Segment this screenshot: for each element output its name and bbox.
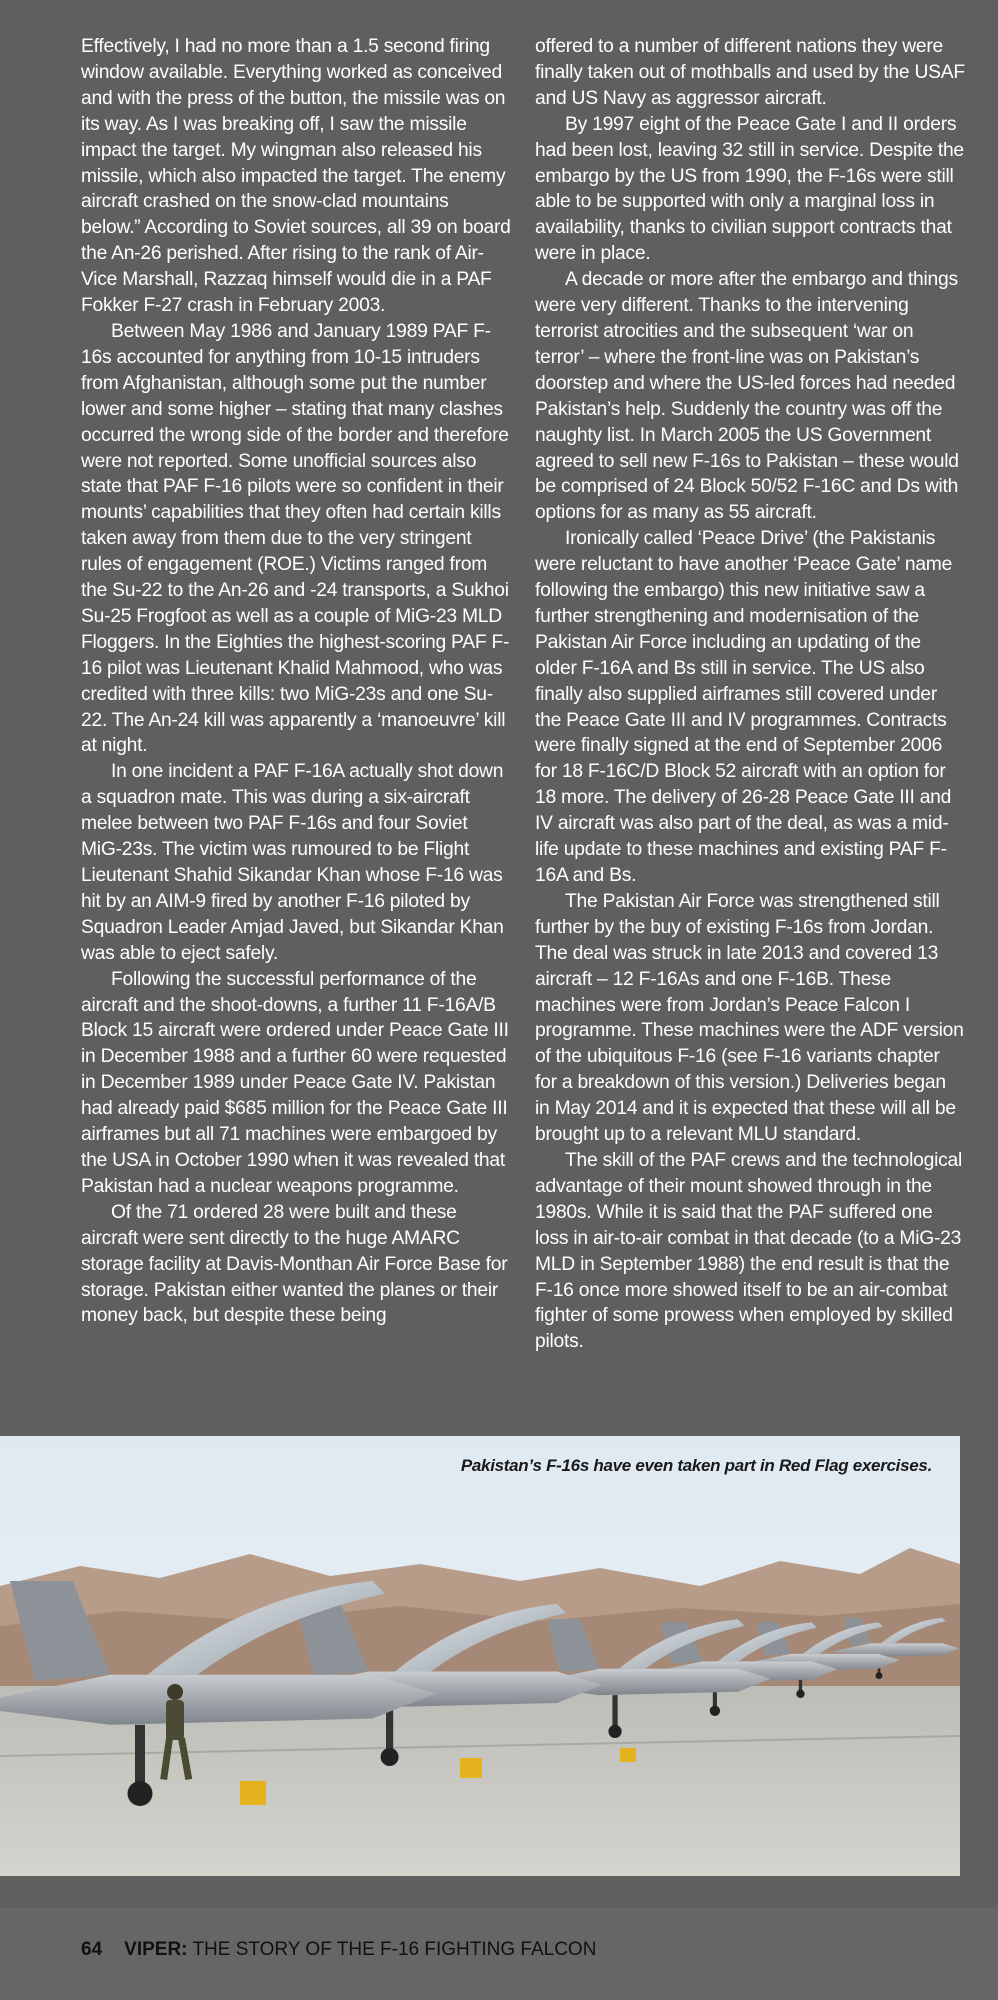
book-title: VIPER: xyxy=(124,1939,188,1960)
yellow-chock xyxy=(620,1748,636,1762)
f16-flightline-photo xyxy=(0,1436,960,1876)
paragraph: offered to a number of different nations they were finally taken out of mothballs and used by the USAF and US Navy as aggressor aircraft. xyxy=(535,36,965,109)
page-number: 64 xyxy=(81,1939,103,1960)
paragraph: By 1997 eight of the Peace Gate I and II orders had been lost, leaving 32 still in service. Despite the embargo by the US from 1990, the F-16s were still able to be supported with only a marginal loss in availability, thanks to civilian support contracts that were in place. xyxy=(535,113,964,265)
photo-caption: Pakistan’s F-16s have even taken part in Red Flag exercises. xyxy=(460,1456,932,1475)
paragraph: Between May 1986 and January 1989 PAF F-16s accounted for anything from 10-15 intruders from Afghanistan, although some put the number lower and some higher – stating that many clashes occurred the wrong side of the border and therefore were not reported. Some unofficial sources also state that PAF F-16 pilots were so confident in their mounts’ capabilities that they often had certain kills taken away from them due to the very stringent rules of engagement (ROE.) Victims ranged from the Su-22 to the An-26 and -24 transports, a Sukhoi Su-25 Frogfoot as well as a couple of MiG-23 MLD Floggers. In the Eighties the highest-scoring PAF F-16 pilot was Lieutenant Khalid Mahmood, who was credited with three kills: two MiG-23s and one Su-22. The An-24 kill was apparently a ‘manoeuvre’ kill at night. xyxy=(81,320,510,757)
paragraph: Ironically called ‘Peace Drive’ (the Pakistanis were reluctant to have another ‘Peace Gate’ name following the embargo) this new initiative saw a further strengthening and modernisation of the Pakistan Air Force including an updating of the older F-16A and Bs still in service. The US also finally also supplied airframes still covered under the Peace Gate III and IV programmes. Contracts were finally signed at the end of September 2006 for 18 F-16C/D Block 52 aircraft with an option for 18 more. The delivery of 26-28 Peace Gate III and IV aircraft was also part of the deal, as was a mid-life update to these machines and existing PAF F-16A and Bs. xyxy=(535,528,953,886)
right-text-column xyxy=(535,34,965,1355)
left-text-column xyxy=(81,34,511,1329)
yellow-chock xyxy=(240,1781,266,1805)
paragraph: Following the successful performance of the aircraft and the shoot-downs, a further 11 F-16A/B Block 15 aircraft were ordered under Peace Gate III in December 1988 and a further 60 were requested in December 1989 under Peace Gate IV. Pakistan had already paid $685 million for the Peace Gate III airframes but all 71 machines were embargoed by the USA in October 1990 when it was revealed that Pakistan had a nuclear weapons programme. xyxy=(81,968,509,1197)
paragraph: Of the 71 ordered 28 were built and these aircraft were sent directly to the huge AMARC storage facility at Davis-Monthan Air Force Base for storage. Pakistan either wanted the planes or their money back, but despite these being xyxy=(81,1201,508,1327)
paragraph: The skill of the PAF crews and the technological advantage of their mount showed through in the 1980s. While it is said that the PAF suffered one loss in air-to-air combat in that decade (to a MiG-23 MLD in September 1988) the end result is that the F-16 once more showed itself to be an air-combat fighter of some prowess when employed by skilled pilots. xyxy=(535,1149,963,1353)
paragraph: The Pakistan Air Force was strengthened still further by the buy of existing F-16s from Jordan. The deal was struck in late 2013 and covered 13 aircraft – 12 F-16As and one F-16B. These machines were from Jordan’s Peace Falcon I programme. These machines were the ADF version of the ubiquitous F-16 (see F-16 variants chapter for a breakdown of this version.) Deliveries began in May 2014 and it is expected that these will all be brought up to a relevant MLU standard. xyxy=(535,890,964,1146)
book-subtitle: THE STORY OF THE F-16 FIGHTING FALCON xyxy=(192,1939,597,1960)
paragraph: In one incident a PAF F-16A actually shot down a squadron mate. This was during a six-aircraft melee between two PAF F-16s and four Soviet MiG-23s. The victim was rumoured to be Flight Lieutenant Shahid Sikandar Khan whose F-16 was hit by an AIM-9 fired by another F-16 piloted by Squadron Leader Amjad Javed, but Sikandar Khan was able to eject safely. xyxy=(81,761,504,964)
paragraph: Effectively, I had no more than a 1.5 second firing window available. Everything worked as conceived and with the press of the button, the missile was on its way. As I was breaking off, I saw the missile impact the target. My wingman also released his missile, which also impacted the target. The enemy aircraft crashed on the snow-clad mountains below.” According to Soviet sources, all 39 on board the An-26 perished. After rising to the rank of Air-Vice Marshall, Razzaq himself would die in a PAF Fokker F-27 crash in February 2003. xyxy=(81,36,511,317)
paragraph: A decade or more after the embargo and things were very different. Thanks to the intervening terrorist atrocities and the subsequent ‘war on terror’ – where the front-line was on Pakistan’s doorstep and where the US-led forces had needed Pakistan’s help. Suddenly the country was off the naughty list. In March 2005 the US Government agreed to sell new F-16s to Pakistan – these would be comprised of 24 Block 50/52 F-16C and Ds with options for as many as 55 aircraft. xyxy=(535,269,959,524)
flightline-illustration xyxy=(0,1436,960,1876)
yellow-chock xyxy=(460,1758,482,1778)
page-footer xyxy=(81,1939,596,1969)
